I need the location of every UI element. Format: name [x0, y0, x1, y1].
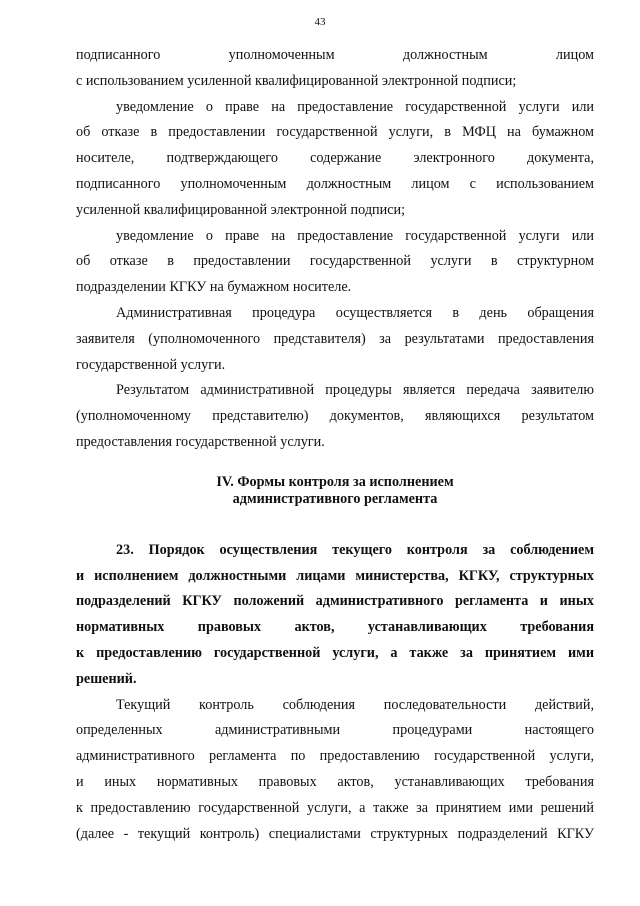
text-line: государственной услуги.: [76, 356, 226, 373]
text-line: (уполномоченному представителю) документов, являющихся результатом: [76, 408, 594, 425]
text-line: и иных нормативных правовых актов, устанавливающих требования: [76, 773, 594, 790]
text-line: определенных административными процедурами настоящего: [76, 722, 594, 739]
text-line: носителе, подтверждающего содержание электронного документа,: [76, 150, 594, 167]
text-line: Административная процедура осуществляется в день обращения: [116, 304, 594, 321]
text-line: об отказе в предоставлении государственной услуги, в МФЦ на бумажном: [76, 124, 594, 141]
text-line: к предоставлению государственной услуги, а также за принятием ими решений: [76, 799, 594, 816]
text-line: с использованием усиленной квалифицированной электронной подписи;: [76, 72, 517, 89]
text-line: нормативных правовых актов, устанавливающих требования: [76, 619, 594, 636]
page-number: 43: [314, 16, 326, 28]
text-line: предоставления государственной услуги.: [76, 433, 325, 450]
text-line: Текущий контроль соблюдения последовательности действий,: [116, 696, 594, 713]
paragraph-6: [76, 693, 594, 848]
text-line: подписанного уполномоченным должностным лицом: [76, 47, 594, 63]
text-line: Результатом административной процедуры является передача заявителю: [116, 382, 594, 399]
paragraph-3: [76, 224, 594, 301]
text-line: подписанного уполномоченным должностным лицом с использованием: [76, 175, 594, 192]
text-line: и исполнением должностными лицами министерства, КГКУ, структурных: [76, 567, 594, 584]
text-line: подразделений КГКУ положений административного регламента и иных: [76, 593, 594, 610]
text-line: об отказе в предоставлении государственной услуги в структурном: [76, 253, 594, 270]
text-line: уведомление о праве на предоставление государственной услуги или: [116, 227, 594, 244]
subsection-title: [76, 538, 594, 693]
text-line: административного регламента по предоставлению государственной услуги,: [76, 748, 594, 765]
text-line: 23. Порядок осуществления текущего контроля за соблюдением: [116, 541, 594, 558]
text-line: заявителя (уполномоченного представителя) за результатами предоставления: [76, 330, 594, 347]
paragraph-2: [76, 95, 594, 224]
section-heading: [76, 474, 594, 508]
text-line: (далее - текущий контроль) специалистами структурных подразделений КГКУ: [76, 825, 594, 842]
document-body: [76, 43, 594, 847]
text-line: решений.: [76, 670, 137, 687]
text-line: к предоставлению государственной услуги, а также за принятием ими: [76, 644, 594, 661]
text-line: уведомление о праве на предоставление государственной услуги или: [116, 98, 594, 115]
paragraph-1: [76, 43, 594, 95]
paragraph-4: [76, 301, 594, 378]
text-line: усиленной квалифицированной электронной подписи;: [76, 201, 406, 218]
section-heading-line: IV. Формы контроля за исполнением: [216, 473, 454, 490]
section-heading-line: административного регламента: [232, 490, 438, 507]
text-line: подразделении КГКУ на бумажном носителе.: [76, 279, 352, 296]
paragraph-5: [76, 378, 594, 455]
